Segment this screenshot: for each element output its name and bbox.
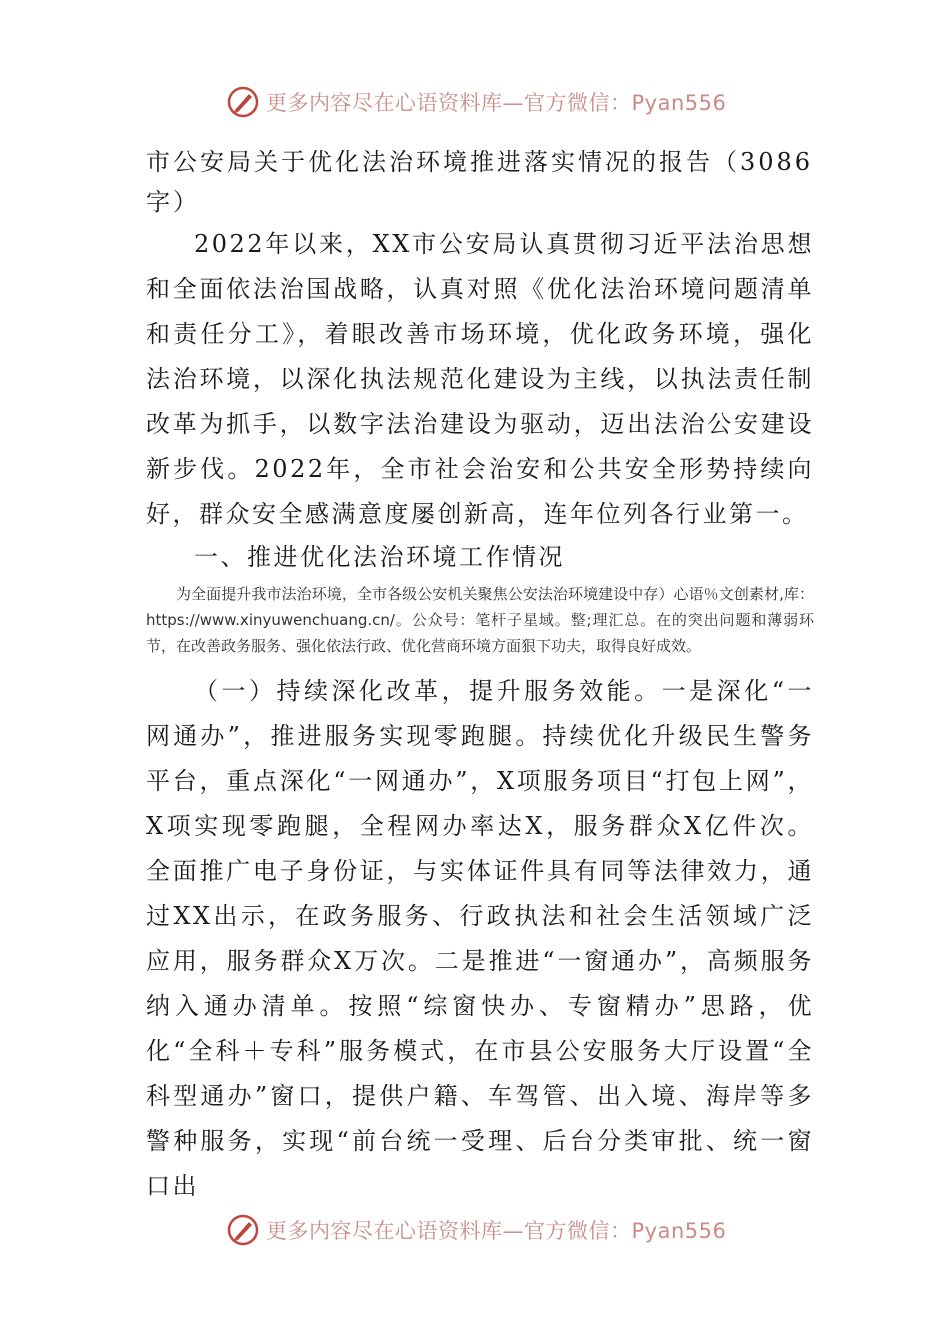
- pen-logo-icon: [226, 1213, 260, 1247]
- document-body: [146, 142, 814, 1209]
- section-heading: 一、推进优化法治环境工作情况: [194, 543, 565, 571]
- watermark-footer: [226, 1210, 746, 1250]
- watermark-text: 更多内容尽在心语资料库—官方微信：Pyan556: [266, 1219, 727, 1243]
- document-title: 市公安局关于优化法治环境推进落实情况的报告（3086字）: [146, 148, 814, 216]
- intro-paragraph: 2022年以来，XX市公安局认真贯彻习近平法治思想和全面依法治国战略，认真对照《优化法治环境问题清单和责任分工》，着眼改善市场环境，优化政务环境，强化法治环境，以深化执法规范化建设为主线，以执法责任制改革为抓手，以数字法治建设为驱动，迈出法治公安建设新步伐。2022年，全市社会治安和公共安全形势持续向好，群众安全感满意度屡创新高，连年位列各行业第一。: [146, 230, 814, 528]
- watermark-header: [226, 82, 746, 122]
- subsection-paragraph: （一）持续深化改革，提升服务效能。一是深化“一网通办”，推进服务实现零跑腿。持续优化升级民生警务平台，重点深化“一网通办”，X项服务项目“打包上网”，X项实现零跑腿，全程网办率达X，服务群众X亿件次。全面推广电子身份证，与实体证件具有同等法律效力，通过XX出示，在政务服务、行政执法和社会生活领域广泛应用，服务群众X万次。二是推进“一窗通办”，高频服务纳入通办清单。按照“综窗快办、专窗精办”思路，优化“全科＋专科”服务模式，在市县公安服务大厅设置“全科型通办”窗口，提供户籍、车驾管、出入境、海岸等多警种服务，实现“前台统一受理、后台分类审批、统一窗口出: [146, 677, 814, 1200]
- section-note: 为全面提升我市法治环境，全市各级公安机关聚焦公安法治环境建设中存）心语％文创素材,库：https://www.xinyuwenchuang.cn/。公众号：笔杆子星域。整;理汇总。在的突出问题和薄弱环节，在改善政务服务、强化依法行政、优化营商环境方面狠下功夫，取得良好成效。: [146, 585, 814, 655]
- watermark-text: 更多内容尽在心语资料库—官方微信：Pyan556: [266, 91, 727, 115]
- pen-logo-icon: [226, 85, 260, 119]
